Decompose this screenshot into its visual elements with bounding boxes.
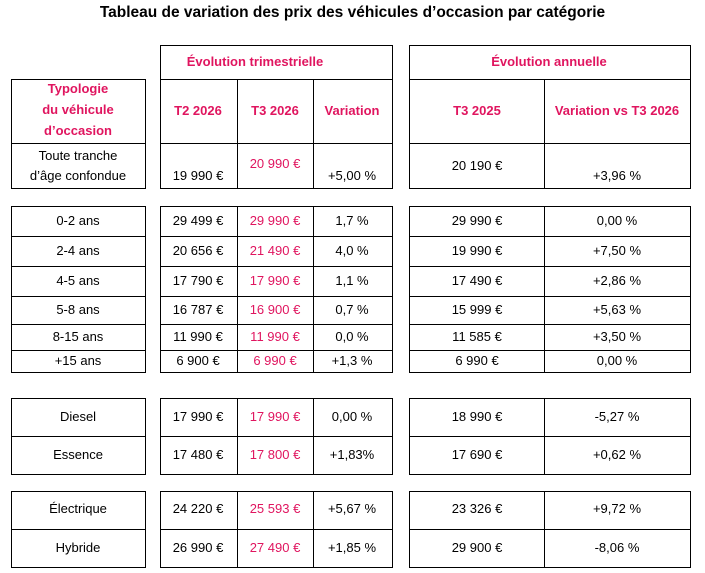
variation-value: 1,1 % — [335, 273, 369, 288]
row-divider — [160, 143, 392, 144]
row-divider — [160, 436, 392, 437]
column-divider — [544, 79, 545, 188]
t3-value: 6 990 € — [253, 353, 297, 368]
annual-header: Évolution annuelle — [491, 54, 607, 69]
t3-value: 29 990 € — [249, 213, 301, 228]
row-label: 0-2 ans — [56, 213, 100, 228]
row-divider — [409, 529, 690, 530]
row-divider — [409, 296, 690, 297]
row-divider — [11, 324, 145, 325]
t3-2025-value: 17 490 € — [451, 273, 503, 288]
row-divider — [11, 296, 145, 297]
column-divider — [313, 206, 314, 372]
variation-value: 0,7 % — [335, 302, 369, 317]
t3-2025-header: T3 2025 — [453, 103, 501, 118]
variation-header: Variation — [324, 103, 380, 118]
row-label: +15 ans — [54, 353, 102, 368]
row-label: Essence — [53, 447, 103, 462]
variation-value: +5,00 % — [327, 168, 377, 183]
t2-value: 17 790 € — [172, 273, 224, 288]
row-divider — [11, 529, 145, 530]
t3-value: 20 990 € — [249, 156, 301, 171]
variation-value: +1,85 % — [327, 540, 377, 555]
t2-2026-header: T2 2026 — [174, 103, 222, 118]
variation-value: 1,7 % — [335, 213, 369, 228]
t3-value: 21 490 € — [249, 243, 301, 258]
t3-2026-header: T3 2026 — [251, 103, 299, 118]
variation-value: 4,0 % — [335, 243, 369, 258]
row-label: Toute tranche — [38, 148, 118, 163]
t3-2025-value: 19 990 € — [451, 243, 503, 258]
annual-variation-value: 0,00 % — [596, 213, 638, 228]
t2-value: 16 787 € — [172, 302, 224, 317]
annual-variation-value: 0,00 % — [596, 353, 638, 368]
t2-value: 19 990 € — [172, 168, 224, 183]
row-divider — [409, 143, 690, 144]
quarterly-header: Évolution trimestrielle — [186, 54, 324, 69]
annual-variation-value: +7,50 % — [592, 243, 642, 258]
t2-value: 11 990 € — [173, 329, 223, 344]
row-label: Hybride — [55, 540, 101, 555]
variation-value: +1,83% — [329, 447, 375, 462]
t3-2025-value: 29 900 € — [451, 540, 503, 555]
t3-2025-value: 15 999 € — [451, 302, 503, 317]
column-divider — [237, 79, 238, 188]
t3-value: 17 990 € — [249, 409, 301, 424]
annual-variation-value: -8,06 % — [594, 540, 640, 555]
t2-value: 29 499 € — [172, 213, 224, 228]
t2-value: 6 900 € — [176, 353, 220, 368]
column-divider — [313, 79, 314, 188]
t2-value: 17 990 € — [172, 409, 224, 424]
row-divider — [11, 266, 145, 267]
row-divider — [160, 324, 392, 325]
t3-2025-value: 6 990 € — [455, 353, 499, 368]
row-divider — [160, 266, 392, 267]
row-divider — [409, 436, 690, 437]
row-label: 5-8 ans — [56, 302, 100, 317]
t2-value: 20 656 € — [172, 243, 224, 258]
row-divider — [11, 436, 145, 437]
t3-2025-value: 29 990 € — [451, 213, 503, 228]
annual-box — [409, 206, 691, 373]
row-label: Diesel — [59, 409, 97, 424]
t3-2025-value: 18 990 € — [451, 409, 503, 424]
t3-value: 16 900 € — [249, 302, 301, 317]
typology-header: du véhicule — [42, 102, 114, 117]
t3-value: 17 990 € — [249, 273, 301, 288]
row-divider — [11, 350, 145, 351]
column-divider — [544, 206, 545, 372]
row-label: 8-15 ans — [52, 329, 104, 344]
annual-variation-value: +2,86 % — [592, 273, 642, 288]
t3-value: 25 593 € — [249, 501, 301, 516]
row-divider — [409, 324, 690, 325]
annual-variation-value: +0,62 % — [592, 447, 642, 462]
category-column-box — [11, 206, 146, 373]
column-divider — [237, 206, 238, 372]
row-divider — [160, 529, 392, 530]
typology-header: Typologie — [47, 81, 109, 96]
typology-header: d’occasion — [44, 123, 112, 138]
annual-variation-value: +9,72 % — [592, 501, 642, 516]
row-divider — [11, 143, 145, 144]
t3-2025-value: 11 585 € — [452, 329, 502, 344]
row-label: 2-4 ans — [56, 243, 100, 258]
row-divider — [160, 296, 392, 297]
annual-variation-value: +3,96 % — [592, 168, 642, 183]
row-label: 4-5 ans — [56, 273, 100, 288]
variation-value: +1,3 % — [331, 353, 373, 368]
row-divider — [11, 236, 145, 237]
row-divider — [160, 236, 392, 237]
t3-2025-value: 17 690 € — [451, 447, 503, 462]
variation-value: 0,0 % — [335, 329, 369, 344]
t3-value: 11 990 € — [250, 329, 300, 344]
variation-value: 0,00 % — [331, 409, 373, 424]
page-title: Tableau de variation des prix des véhicules d’occasion par catégorie — [99, 4, 606, 21]
annual-variation-value: +3,50 % — [592, 329, 642, 344]
annual-variation-value: -5,27 % — [594, 409, 640, 424]
row-divider — [160, 350, 392, 351]
variation-value: +5,67 % — [327, 501, 377, 516]
row-divider — [409, 266, 690, 267]
t3-value: 27 490 € — [249, 540, 301, 555]
annual-variation-value: +5,63 % — [592, 302, 642, 317]
variation-vs-header: Variation vs T3 2026 — [554, 103, 680, 118]
row-divider — [409, 236, 690, 237]
row-label: d’âge confondue — [29, 168, 127, 183]
row-label: Électrique — [49, 501, 107, 516]
t3-value: 17 800 € — [249, 447, 301, 462]
t2-value: 26 990 € — [172, 540, 224, 555]
t2-value: 17 480 € — [172, 447, 224, 462]
t3-2025-value: 23 326 € — [451, 501, 503, 516]
quarterly-box — [160, 206, 393, 373]
t2-value: 24 220 € — [172, 501, 224, 516]
t3-2025-value: 20 190 € — [451, 158, 503, 173]
row-divider — [409, 350, 690, 351]
